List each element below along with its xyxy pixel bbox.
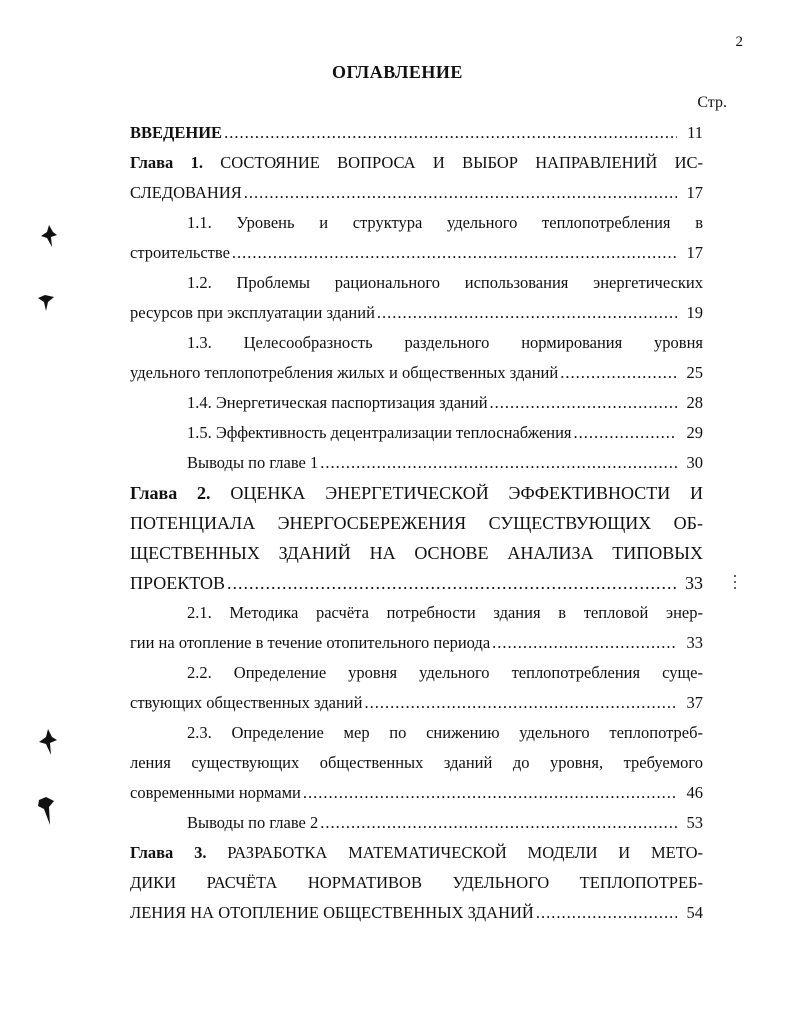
toc-page-number: 11 xyxy=(687,123,703,142)
toc-section-1-3: 1.3. Целесообразность раздельного нормирования уровня xyxy=(187,333,703,352)
toc-page-number: 53 xyxy=(686,813,703,832)
page-column-label: Стр. xyxy=(697,94,727,111)
toc-section-1-2: 1.2. Проблемы рационального использования энергетических xyxy=(187,273,703,292)
page-number: 2 xyxy=(735,34,743,50)
scan-smudge-icon xyxy=(36,292,56,312)
toc-entry-conclusions-1: Выводы по главе 1 ..... 30 xyxy=(130,448,703,478)
toc-page-number: 33 xyxy=(686,633,703,652)
scan-smudge-icon xyxy=(38,728,58,756)
toc-page-number: 37 xyxy=(686,693,703,712)
toc-entry-2-3: современными нормами ..... 46 xyxy=(130,778,703,808)
toc-entry-2-2: ствующих общественных зданий ..... 37 xyxy=(130,688,703,718)
toc-page-number: 54 xyxy=(686,903,703,922)
toc-chapter-3-heading: Глава 3. РАЗРАБОТКА МАТЕМАТИЧЕСКОЙ МОДЕЛИ И МЕТО- xyxy=(130,843,703,862)
toc-entry-chapter-1: СЛЕДОВАНИЯ ..... 17 xyxy=(130,178,703,208)
toc-section-2-1: 2.1. Методика расчёта потребности здания в тепловой энер- xyxy=(187,603,703,622)
toc-entry-conclusions-2: Выводы по главе 2 ..... 53 xyxy=(130,808,703,838)
toc-section-1-1: 1.1. Уровень и структура удельного теплопотребления в xyxy=(187,213,703,232)
scan-dots-icon xyxy=(732,574,738,590)
scan-smudge-icon xyxy=(36,796,56,826)
toc-page-number: 25 xyxy=(686,363,703,382)
toc-section-2-3-line-2: ления существующих общественных зданий до уровня, требуемого xyxy=(130,753,703,772)
toc-entry-2-1: гии на отопление в течение отопительного периода ..... 33 xyxy=(130,628,703,658)
toc-page-number: 28 xyxy=(686,393,703,412)
toc-page-number: 30 xyxy=(686,453,703,472)
toc-section-2-2: 2.2. Определение уровня удельного теплопотребления суще- xyxy=(187,663,703,682)
toc-page-number: 46 xyxy=(686,783,703,802)
toc-entry-intro: ВВЕДЕНИЕ ..... 11 xyxy=(130,118,703,148)
toc-chapter-3-line-2: ДИКИ РАСЧЁТА НОРМАТИВОВ УДЕЛЬНОГО ТЕПЛОПОТРЕБ- xyxy=(130,873,703,892)
toc-chapter-2-line-2: ПОТЕНЦИАЛА ЭНЕРГОСБЕРЕЖЕНИЯ СУЩЕСТВУЮЩИХ ОБ- xyxy=(130,513,703,533)
toc-chapter-2-heading: Глава 2. ОЦЕНКА ЭНЕРГЕТИЧЕСКОЙ ЭФФЕКТИВНОСТИ И xyxy=(130,483,703,503)
scan-smudge-icon xyxy=(40,224,58,248)
toc-page-number: 17 xyxy=(686,243,703,262)
table-of-contents xyxy=(130,118,703,928)
toc-page-number: 17 xyxy=(686,183,703,202)
toc-page-number: 29 xyxy=(686,423,703,442)
page-title: ОГЛАВЛЕНИЕ xyxy=(332,62,463,82)
toc-page-number: 19 xyxy=(686,303,703,322)
toc-chapter-1-heading: Глава 1. СОСТОЯНИЕ ВОПРОСА И ВЫБОР НАПРАВЛЕНИЙ ИС- xyxy=(130,153,703,172)
toc-entry-1-5: 1.5. Эффективность децентрализации теплоснабжения ..... 29 xyxy=(130,418,703,448)
toc-entry-1-2: ресурсов при эксплуатации зданий ..... 19 xyxy=(130,298,703,328)
toc-section-2-3: 2.3. Определение мер по снижению удельного теплопотреб- xyxy=(187,723,703,742)
toc-entry-chapter-2: ПРОЕКТОВ ..... 33 xyxy=(130,568,703,598)
toc-entry-1-3: удельного теплопотребления жилых и общественных зданий ..... 25 xyxy=(130,358,703,388)
toc-entry-1-1: строительстве ..... 17 xyxy=(130,238,703,268)
toc-chapter-2-line-3: ЩЕСТВЕННЫХ ЗДАНИЙ НА ОСНОВЕ АНАЛИЗА ТИПОВЫХ xyxy=(130,543,703,563)
toc-entry-chapter-3: ЛЕНИЯ НА ОТОПЛЕНИЕ ОБЩЕСТВЕННЫХ ЗДАНИЙ ..... 54 xyxy=(130,898,703,928)
toc-page-number: 33 xyxy=(685,573,703,593)
toc-entry-1-4: 1.4. Энергетическая паспортизация зданий ..... 28 xyxy=(130,388,703,418)
